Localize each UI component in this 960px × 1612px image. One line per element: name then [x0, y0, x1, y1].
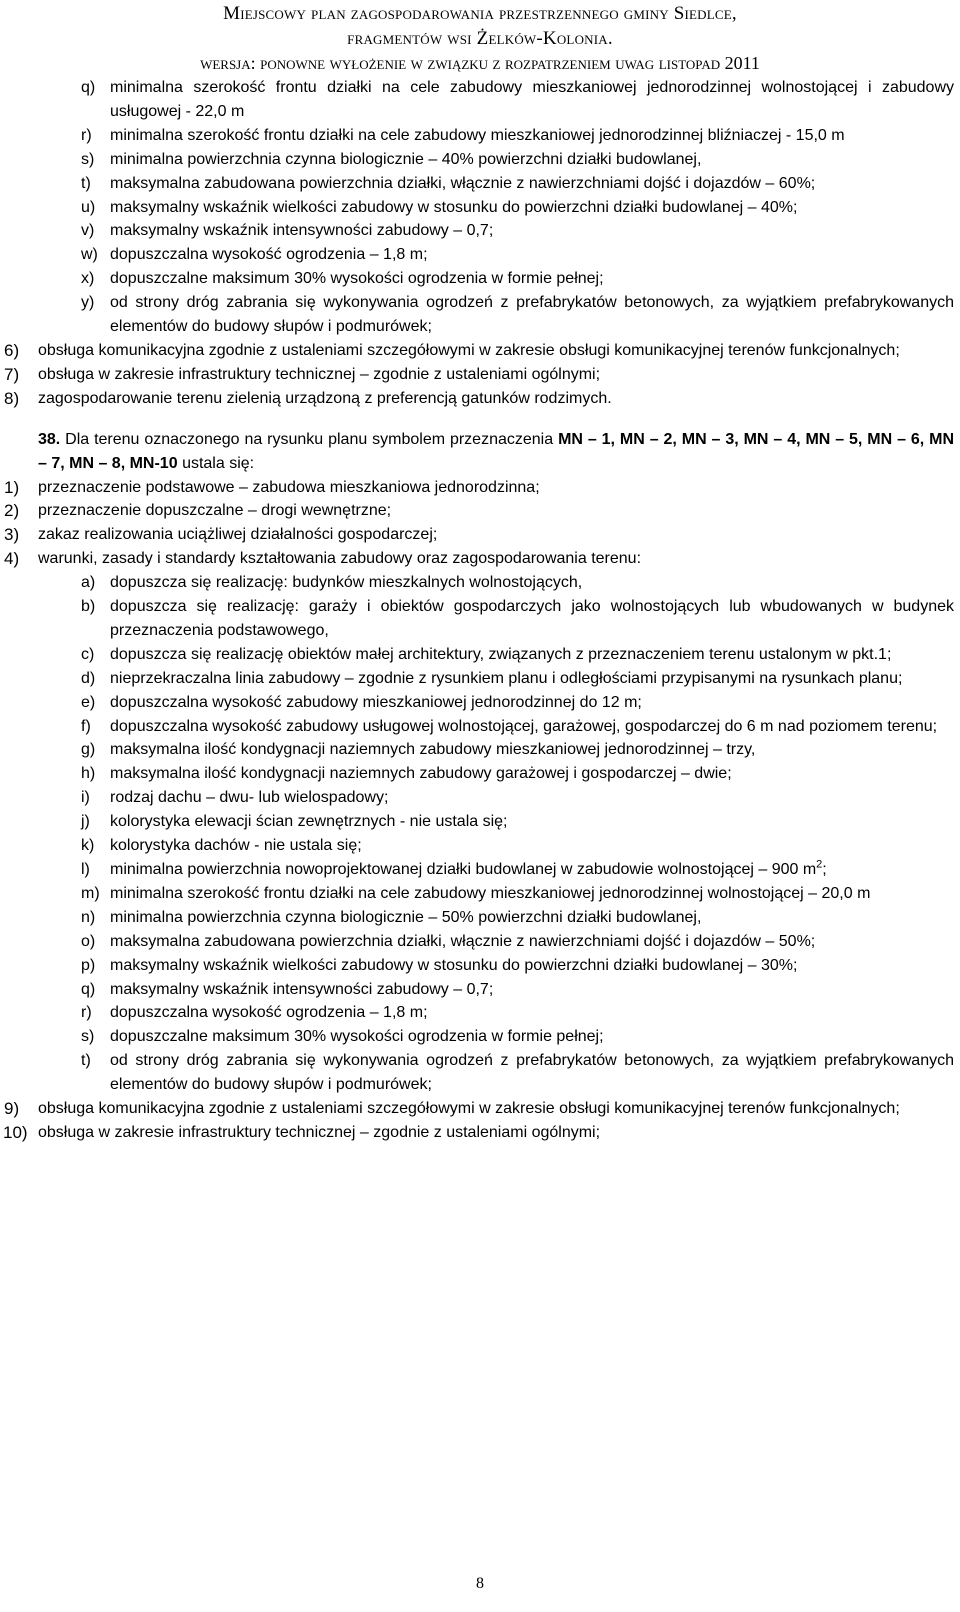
item-label: y) — [81, 294, 95, 312]
item-text: dopuszcza się realizację obiektów małej architektury, związanych z przeznaczeniem terenu ustalonym w pkt.1; — [110, 645, 892, 663]
item-text: obsługa w zakresie infrastruktury technicznej – zgodnie z ustaleniami ogólnymi; — [38, 1123, 601, 1141]
item-label: s) — [81, 150, 95, 168]
item-text: zagospodarowanie terenu zielenią urządzoną z preferencją gatunków rodzimych. — [38, 389, 612, 407]
item-text: dopuszczalna wysokość ogrodzenia – 1,8 m; — [110, 246, 428, 264]
item-label: r) — [81, 126, 92, 144]
section-symbols: MN – 1, MN – 2, MN – 3, MN – 4, MN – 5, MN – 6, MN – 7, MN – 8, MN-10 — [38, 430, 955, 472]
list-item — [0, 196, 960, 220]
item-text: dopuszcza się realizację: garaży i obiektów gospodarczych jako wolnostojących lub wbudowanych w budynek przeznaczenia podstawowego, — [110, 598, 954, 639]
item-label: q) — [81, 79, 96, 96]
list-item — [0, 643, 960, 667]
section-intro-text: Dla terenu oznaczonego na rysunku planu symbolem przeznaczenia — [65, 430, 554, 448]
item-text: kolorystyka elewacji ścian zewnętrznych - nie ustala się; — [110, 813, 508, 831]
item-text: obsługa komunikacyjna zgodnie z ustaleniami szczegółowymi w zakresie obsługi komunikacyjnej terenów funkcjonalnych; — [38, 341, 900, 359]
item-label: e) — [81, 693, 96, 711]
item-label: i) — [81, 789, 90, 807]
header-subtitle: fragmentów wsi Żelków-Kolonia. — [347, 28, 613, 49]
item-label: j) — [81, 813, 90, 831]
item-text: dopuszczalna wysokość ogrodzenia – 1,8 m; — [110, 1004, 428, 1022]
header-title: Miejscowy plan zagospodarowania przestrzennego gminy Siedlce, — [223, 3, 737, 24]
item-text: dopuszczalne maksimum 30% wysokości ogrodzenia w formie pełnej; — [110, 1028, 604, 1046]
section-intro — [38, 428, 954, 476]
item-text — [110, 858, 954, 882]
item-text: dopuszczalna wysokość zabudowy mieszkaniowej jednorodzinnej do 12 m; — [110, 693, 642, 711]
item-text: minimalna szerokość frontu działki na cele zabudowy mieszkaniowej jednorodzinnej wolnostojącej – 20,0 m — [110, 884, 871, 902]
item-label: 1) — [4, 477, 20, 497]
item-label: 7) — [4, 364, 20, 384]
item-label: 3) — [4, 525, 20, 545]
item-label: v) — [81, 222, 95, 240]
item-text: kolorystyka dachów - nie ustala się; — [110, 837, 362, 855]
list-item — [0, 363, 960, 387]
item-label: s) — [81, 1028, 95, 1046]
item-text: rodzaj dachu – dwu- lub wielospadowy; — [110, 789, 389, 807]
list-item — [0, 148, 960, 172]
list-item — [0, 339, 960, 363]
list-item — [0, 172, 960, 196]
list-item — [0, 930, 960, 954]
list-item — [0, 691, 960, 715]
item-label: 9) — [4, 1099, 20, 1119]
item-text: maksymalny wskaźnik wielkości zabudowy w stosunku do powierzchni działki budowlanej – 30%; — [110, 956, 798, 974]
item-text: maksymalna zabudowana powierzchnia działki, włącznie z nawierzchniami dojść i dojazdów – 60%; — [110, 174, 816, 192]
item-label: o) — [81, 932, 96, 950]
item-label: h) — [81, 765, 96, 783]
page-number: 8 — [476, 1575, 484, 1592]
item-label: l) — [81, 861, 90, 878]
item-label: 6) — [4, 340, 20, 360]
item-label: m) — [81, 884, 100, 902]
item-label: 4) — [4, 549, 20, 569]
item-text: minimalna powierzchnia czynna biologicznie – 50% powierzchni działki budowlanej, — [110, 908, 702, 926]
item-text: dopuszczalna wysokość zabudowy usługowej wolnostojącej, garażowej, gospodarczej do 6 m nad poziomem terenu; — [110, 717, 938, 735]
list-item — [0, 1097, 960, 1121]
document-body — [0, 76, 960, 1145]
item-label: 10) — [3, 1122, 28, 1142]
list-item — [0, 243, 960, 267]
list-item — [0, 834, 960, 858]
item-label: q) — [81, 980, 96, 998]
item-text: maksymalny wskaźnik intensywności zabudowy – 0,7; — [110, 980, 494, 998]
document-header — [0, 0, 960, 76]
item-label: r) — [81, 1004, 92, 1022]
item-label: 2) — [4, 501, 20, 521]
list-item — [0, 476, 960, 500]
item-text: minimalna szerokość frontu działki na cele zabudowy mieszkaniowej jednorodzinnej bliźniaczej - 15,0 m — [110, 126, 845, 144]
item-text: maksymalna zabudowana powierzchnia działki, włącznie z nawierzchniami dojść i dojazdów – 50%; — [110, 932, 816, 950]
list-item — [0, 1025, 960, 1049]
item-label: a) — [81, 574, 96, 592]
list-item — [0, 906, 960, 930]
list-item — [0, 954, 960, 978]
list-item — [0, 858, 960, 882]
item-label: 8) — [4, 388, 20, 408]
item-text: przeznaczenie podstawowe – zabudowa mieszkaniowa jednorodzinna; — [38, 478, 540, 496]
item-text: od strony dróg zabrania się wykonywania ogrodzeń z prefabrykatów betonowych, za wyjątkiem prefabrykowanych elementów do budowy słupów i podmurówek; — [110, 1052, 954, 1094]
list-item — [0, 1001, 960, 1025]
item-text: nieprzekraczalna linia zabudowy – zgodnie z rysunkiem planu i odległościami przypisanymi na rysunkach planu; — [110, 669, 903, 687]
item-label: b) — [81, 598, 96, 616]
item-label: g) — [81, 741, 96, 759]
item-text: maksymalna ilość kondygnacji naziemnych zabudowy garażowej i gospodarczej – dwie; — [110, 765, 732, 783]
item-label: t) — [81, 1052, 91, 1070]
item-text: maksymalna ilość kondygnacji naziemnych zabudowy mieszkaniowej jednorodzinnej – trzy, — [110, 741, 756, 759]
list-item — [0, 124, 960, 148]
item-label: t) — [81, 174, 91, 192]
item-label: f) — [81, 717, 91, 735]
list-item — [0, 1121, 960, 1145]
item-text: maksymalny wskaźnik wielkości zabudowy w stosunku do powierzchni działki budowlanej – 40%; — [110, 198, 798, 216]
spacer — [0, 411, 960, 428]
item-label: x) — [81, 270, 95, 288]
list-item — [0, 571, 960, 595]
list-item — [0, 667, 960, 691]
item-text: obsługa w zakresie infrastruktury technicznej – zgodnie z ustaleniami ogólnymi; — [38, 365, 601, 383]
item-label: k) — [81, 837, 95, 855]
item-text: maksymalny wskaźnik intensywności zabudowy – 0,7; — [110, 222, 494, 240]
list-item — [0, 595, 960, 643]
item-text: zakaz realizowania uciążliwej działalności gospodarczej; — [38, 526, 438, 544]
list-item — [0, 523, 960, 547]
item-text: dopuszczalne maksimum 30% wysokości ogrodzenia w formie pełnej; — [110, 270, 604, 288]
list-item — [0, 547, 960, 571]
list-item — [0, 810, 960, 834]
item-text: dopuszcza się realizację: budynków mieszkalnych wolnostojących, — [110, 574, 583, 592]
list-item — [0, 738, 960, 762]
item-text-main: minimalna powierzchnia nowoprojektowanej działki budowlanej w zabudowie wolnostojącej – 900 m — [110, 861, 817, 878]
header-version: wersja: ponowne wyłożenie w związku z rozpatrzeniem uwag listopad 2011 — [200, 53, 760, 73]
item-label: u) — [81, 198, 96, 216]
superscript: 2 — [816, 858, 823, 871]
list-item — [0, 786, 960, 810]
section-intro-end: ustala się: — [182, 454, 255, 472]
item-label: w) — [81, 246, 98, 264]
item-text: przeznaczenie dopuszczalne – drogi wewnętrzne; — [38, 502, 392, 520]
list-item — [0, 76, 960, 124]
item-text-tail: ; — [822, 861, 827, 878]
list-item — [0, 267, 960, 291]
item-text: od strony dróg zabrania się wykonywania ogrodzeń z prefabrykatów betonowych, za wyjątkiem prefabrykowanych elementów do budowy słupów i podmurówek; — [110, 294, 954, 336]
list-item — [0, 499, 960, 523]
item-text: obsługa komunikacyjna zgodnie z ustaleniami szczegółowymi w zakresie obsługi komunikacyjnej terenów funkcjonalnych; — [38, 1100, 900, 1118]
item-label: c) — [81, 645, 95, 663]
section-number: 38. — [38, 430, 61, 448]
item-text: minimalna powierzchnia czynna biologicznie – 40% powierzchni działki budowlanej, — [110, 150, 702, 168]
item-label: d) — [81, 669, 96, 687]
item-label: p) — [81, 956, 96, 974]
list-item — [0, 882, 960, 906]
list-item — [0, 762, 960, 786]
list-item — [0, 387, 960, 411]
list-item — [0, 1049, 960, 1097]
list-item — [0, 219, 960, 243]
list-item — [0, 291, 960, 339]
item-text: warunki, zasady i standardy kształtowania zabudowy oraz zagospodarowania terenu: — [38, 550, 642, 568]
item-text: minimalna szerokość frontu działki na cele zabudowy mieszkaniowej jednorodzinnej wolnostojącej i zabudowy usługowej - 22,0 m — [110, 79, 954, 120]
list-item — [0, 978, 960, 1002]
item-label: n) — [81, 908, 96, 926]
list-item — [0, 715, 960, 739]
